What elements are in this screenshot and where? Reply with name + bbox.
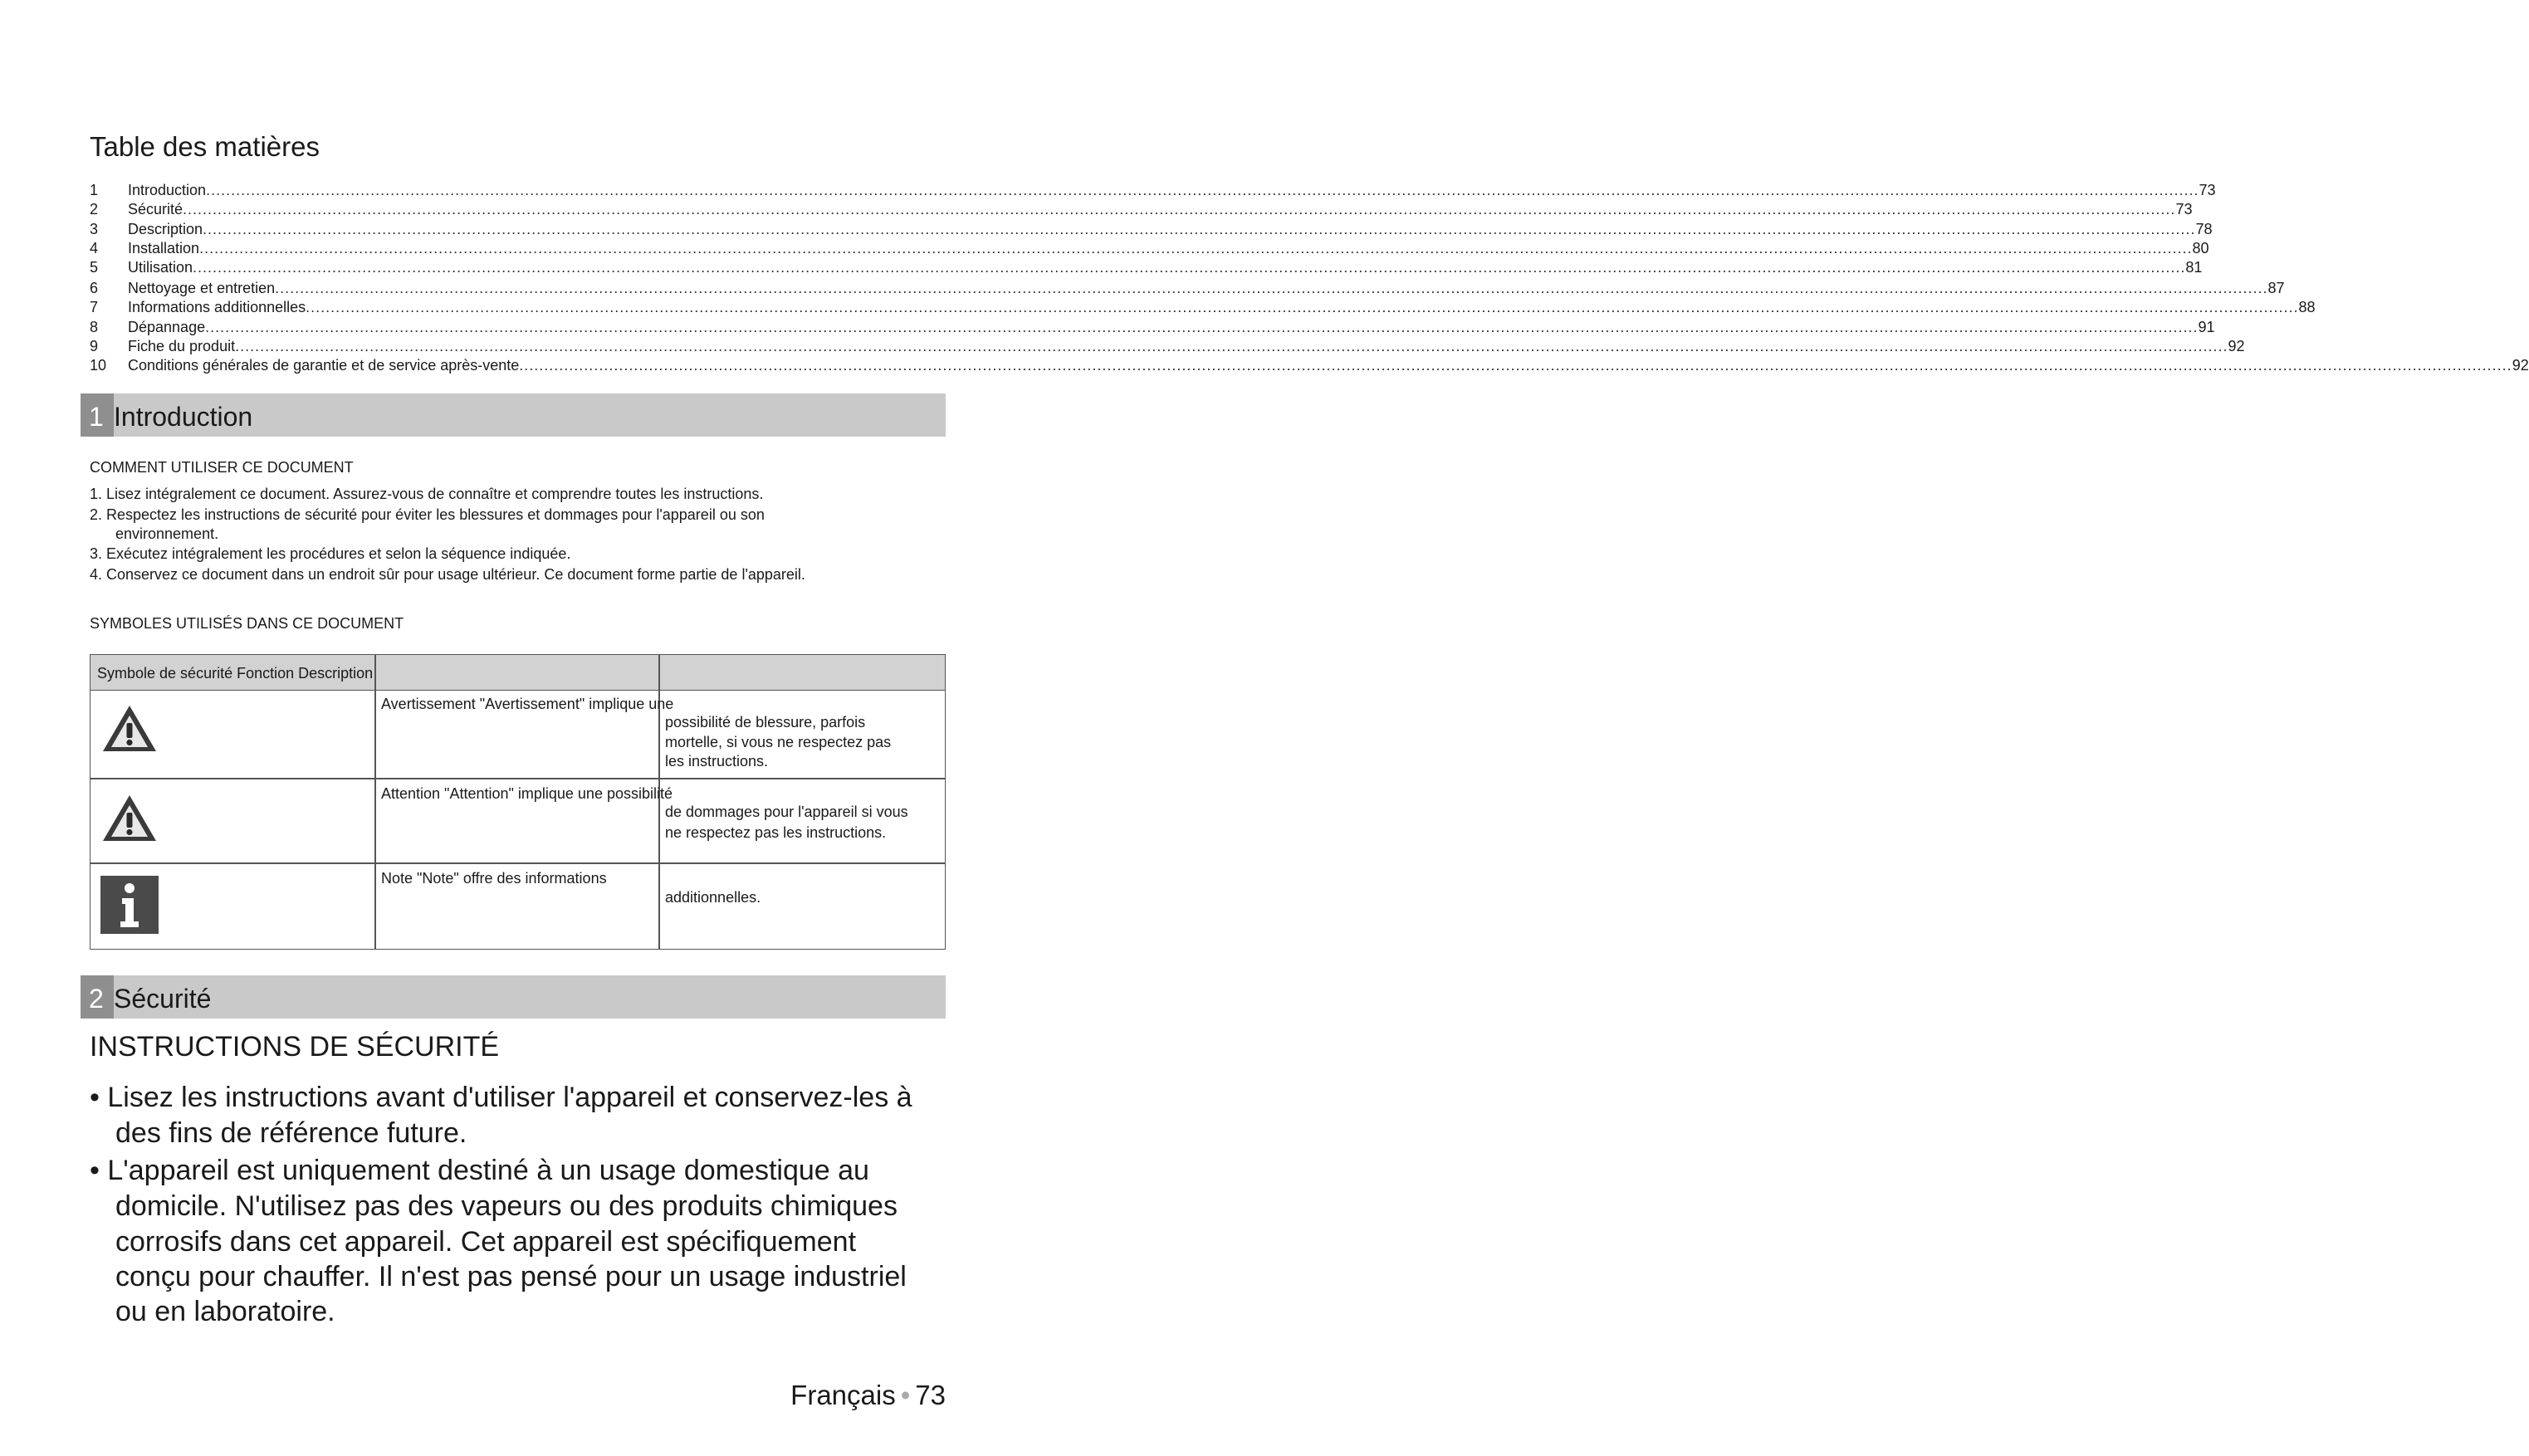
toc-entry-page: 87 (2267, 280, 2285, 296)
warning-triangle-icon (100, 793, 159, 848)
section-1-header (81, 393, 946, 437)
bullet-continuation: ou en laboratoire. (115, 1296, 335, 1327)
bullet-item: • L'appareil est uniquement destiné à un usage domestique au (90, 1155, 869, 1186)
list-item: 1. Lisez intégralement ce document. Assurez-vous de connaître et comprendre toutes les instructions. (90, 486, 764, 502)
toc-entry[interactable] (90, 356, 2529, 374)
list-item: 3. Exécutez intégralement les procédures et selon la séquence indiquée. (90, 545, 571, 562)
toc-leader-dots: ................................................................................................................................................................................................................................................................................................................................................................................................................ (203, 221, 2196, 237)
table-cell: Attention "Attention" implique une possibilité (381, 785, 673, 802)
table-cell: de dommages pour l'appareil si vous (665, 804, 908, 820)
toc-entry-number: 9 (90, 338, 99, 354)
safety-heading: INSTRUCTIONS DE SÉCURITÉ (90, 1031, 500, 1063)
toc-entry-label: Utilisation (128, 259, 193, 276)
toc-entry-page: 80 (2192, 240, 2209, 257)
toc-title: Table des matières (90, 131, 320, 162)
toc-entry-page: 92 (2228, 338, 2245, 354)
toc-leader-dots: ................................................................................................................................................................................................................................................................................................................................................................................................................ (519, 357, 2512, 374)
bullet-continuation: des fins de référence future. (115, 1117, 467, 1149)
section-number: 2 (89, 984, 104, 1014)
table-cell: possibilité de blessure, parfois (665, 714, 866, 730)
how-to-heading: COMMENT UTILISER CE DOCUMENT (90, 459, 354, 476)
warning-triangle-icon (100, 703, 159, 759)
toc-leader-dots: ................................................................................................................................................................................................................................................................................................................................................................................................................ (235, 338, 2228, 354)
table-cell: mortelle, si vous ne respectez pas (665, 734, 892, 750)
list-item: 2. Respectez les instructions de sécurité pour éviter les blessures et dommages pour l'appareil ou son (90, 506, 765, 523)
toc-leader-dots: ................................................................................................................................................................................................................................................................................................................................................................................................................ (275, 280, 2268, 296)
toc-leader-dots: ................................................................................................................................................................................................................................................................................................................................................................................................................ (183, 201, 2176, 217)
list-item: 4. Conservez ce document dans un endroit sûr pour usage ultérieur. Ce document forme partie de l'appareil. (90, 566, 805, 583)
toc-entry[interactable] (90, 200, 2193, 218)
toc-entry-page: 81 (2185, 259, 2203, 276)
toc-entry-number: 3 (90, 221, 99, 237)
toc-entry[interactable] (90, 337, 2245, 355)
info-icon (100, 876, 159, 938)
footer-separator: • (900, 1380, 911, 1410)
symbols-heading: SYMBOLES UTILISÉS DANS CE DOCUMENT (90, 615, 404, 632)
bullet-continuation: corrosifs dans cet appareil. Cet appareil est spécifiquement (115, 1226, 857, 1258)
toc-entry[interactable] (90, 220, 2213, 238)
toc-entry[interactable] (90, 181, 2216, 199)
section-title: Introduction (114, 402, 253, 432)
toc-entry-page: 73 (2199, 182, 2216, 198)
symbols-table (90, 654, 946, 950)
toc-entry-label: Conditions générales de garantie et de service après-vente (128, 357, 520, 374)
toc-entry-number: 1 (90, 182, 99, 198)
toc-entry[interactable] (90, 239, 2209, 257)
toc-entry-number: 7 (90, 299, 99, 315)
toc-entry-page: 73 (2175, 201, 2193, 217)
toc-entry[interactable] (90, 318, 2215, 336)
toc-entry-page: 91 (2198, 319, 2215, 335)
bullet-item: • Lisez les instructions avant d'utiliser l'appareil et conservez-les à (90, 1082, 912, 1113)
section-title: Sécurité (114, 984, 212, 1014)
table-cell: ne respectez pas les instructions. (665, 824, 887, 841)
toc-entry-label: Dépannage (128, 319, 206, 335)
toc-leader-dots: ................................................................................................................................................................................................................................................................................................................................................................................................................ (306, 299, 2299, 315)
toc-entry[interactable] (90, 279, 2285, 297)
toc-entry-page: 88 (2298, 299, 2316, 315)
toc-leader-dots: ................................................................................................................................................................................................................................................................................................................................................................................................................ (205, 319, 2199, 335)
toc-entry-label: Description (128, 221, 203, 237)
table-cell: Avertissement "Avertissement" implique une (381, 696, 674, 712)
toc-entry-page: 92 (2512, 357, 2529, 374)
page-number: 73 (915, 1380, 946, 1410)
toc-entry-number: 4 (90, 240, 99, 257)
toc-leader-dots: ................................................................................................................................................................................................................................................................................................................................................................................................................ (193, 259, 2186, 276)
table-cell: Note "Note" offre des informations (381, 870, 607, 887)
toc-entry-number: 10 (90, 357, 107, 374)
toc-entry-label: Introduction (128, 182, 207, 198)
section-2-header (81, 975, 946, 1019)
page-footer (790, 1380, 946, 1411)
list-item-continuation: environnement. (115, 525, 219, 542)
toc-leader-dots: ................................................................................................................................................................................................................................................................................................................................................................................................................ (206, 182, 2199, 198)
toc-entry-label: Sécurité (128, 201, 183, 217)
toc-entry-label: Nettoyage et entretien (128, 280, 276, 296)
toc-entry[interactable] (90, 298, 2316, 316)
toc-entry-number: 8 (90, 319, 99, 335)
footer-language: Français (790, 1380, 896, 1410)
table-cell: les instructions. (665, 753, 769, 770)
table-header-label: Symbole de sécurité Fonction Description (97, 665, 374, 682)
toc-entry-number: 5 (90, 259, 99, 276)
section-number: 1 (89, 402, 104, 432)
toc-entry-number: 6 (90, 280, 99, 296)
toc-entry-label: Installation (128, 240, 200, 257)
toc-entry-number: 2 (90, 201, 99, 217)
toc-entry-label: Informations additionnelles (128, 299, 306, 315)
table-cell: additionnelles. (665, 889, 761, 906)
bullet-continuation: conçu pour chauffer. Il n'est pas pensé pour un usage industriel (115, 1261, 907, 1292)
toc-entry-page: 78 (2195, 221, 2213, 237)
toc-leader-dots: ................................................................................................................................................................................................................................................................................................................................................................................................................ (199, 240, 2193, 257)
toc-entry-label: Fiche du produit (128, 338, 236, 354)
toc-entry[interactable] (90, 258, 2203, 276)
bullet-continuation: domicile. N'utilisez pas des vapeurs ou des produits chimiques (115, 1190, 898, 1222)
